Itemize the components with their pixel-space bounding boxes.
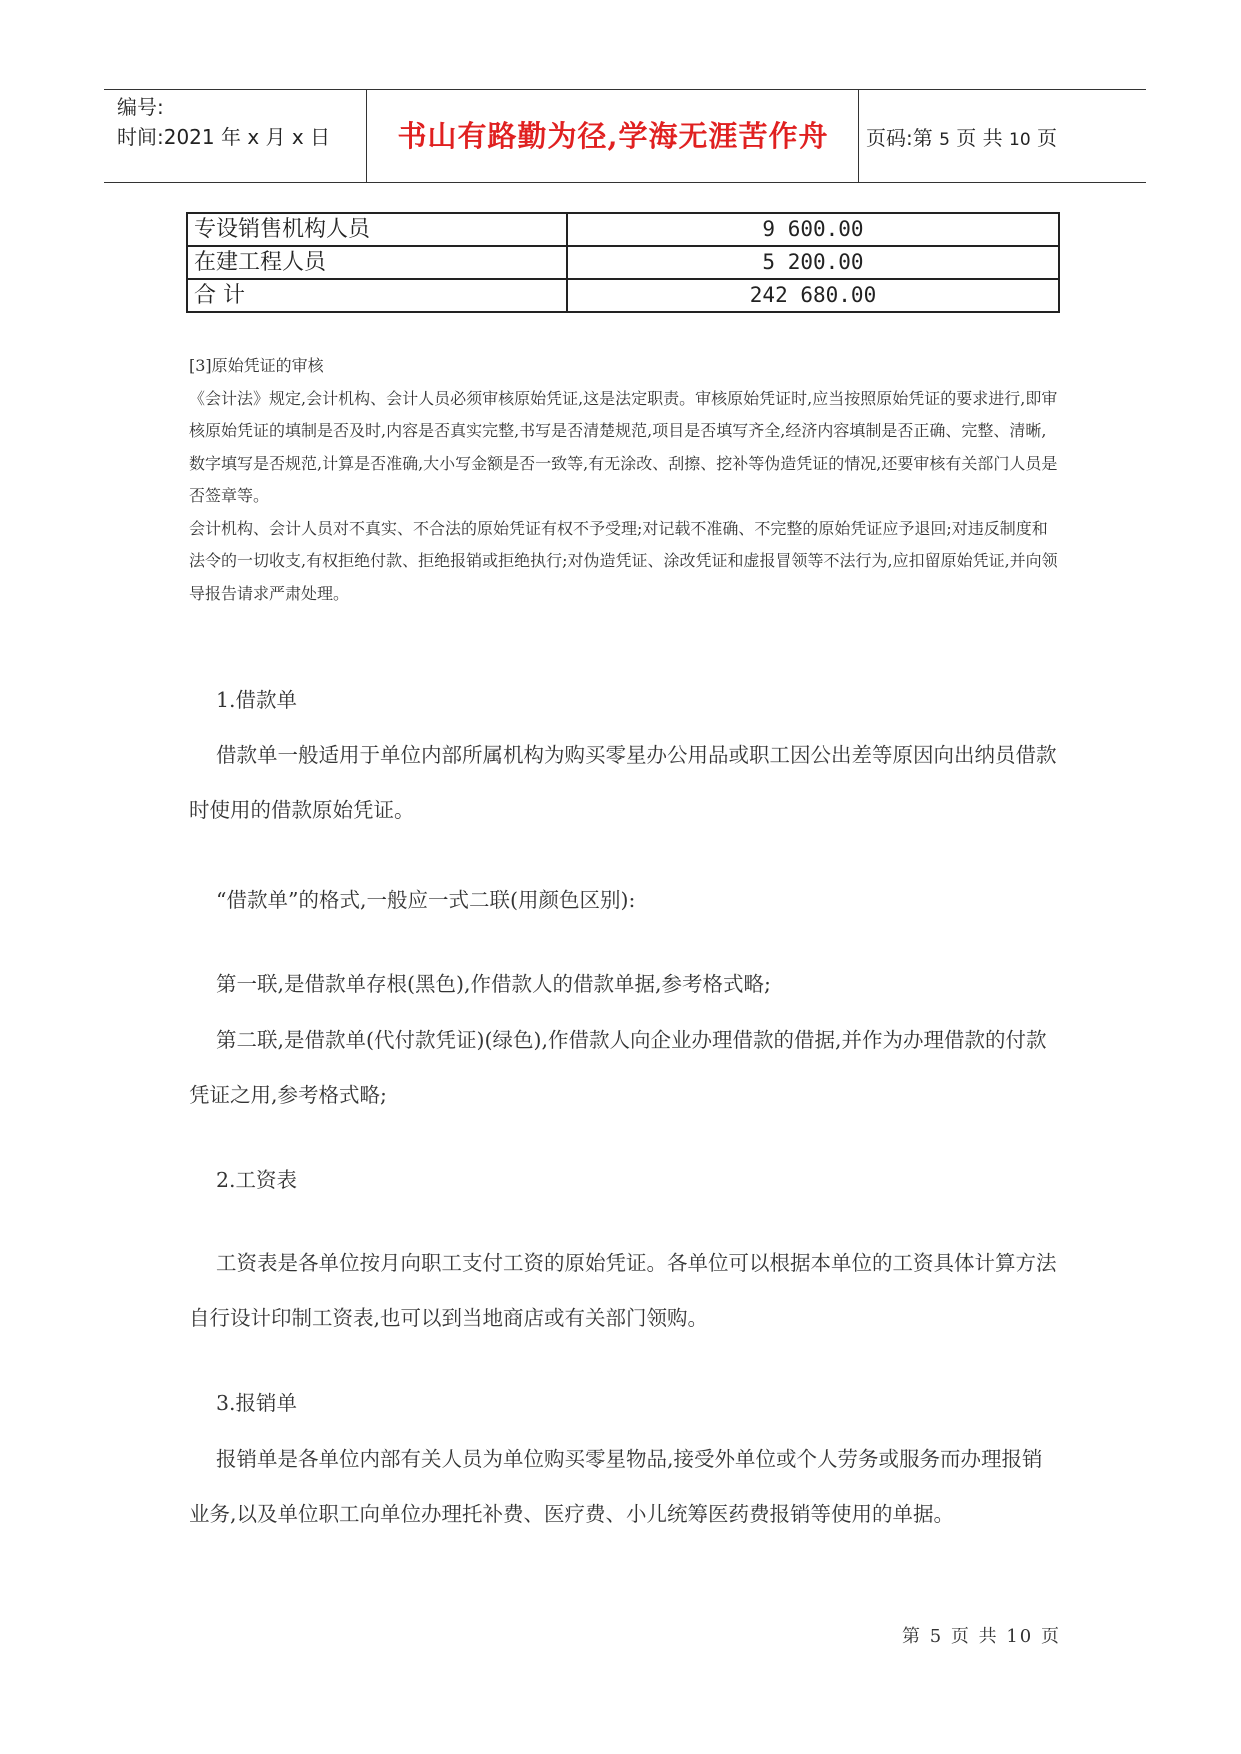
- header-divider-left: [366, 90, 367, 182]
- review-paragraph-1: 《会计法》规定,会计机构、会计人员必须审核原始凭证,这是法定职责。审核原始凭证时,应当按照原始凭证的要求进行,即审核原始凭证的填制是否及时,内容是否真实完整,书写是否清楚规范,项目是否填写齐全,经济内容填制是否正确、完整、清晰,数字填写是否规范,计算是否准确,大小写金额是否一致等,有无涂改、刮擦、挖补等伪造凭证的情况,还要审核有关部门人员是否签章等。: [189, 388, 1058, 505]
- summary-table: [186, 212, 1060, 313]
- review-paragraph-2: 会计机构、会计人员对不真实、不合法的原始凭证有权不予受理;对记载不准确、不完整的原始凭证应予退回;对违反制度和法令的一切收支,有权拒绝付款、拒绝报销或拒绝执行;对伪造凭证、涂改凭证和虚报冒领等不法行为,应扣留原始凭证,并向领导报告请求严肃处理。: [189, 518, 1058, 603]
- row-value: 5 200.00: [567, 246, 1059, 279]
- row-label: 在建工程人员: [187, 246, 567, 279]
- page-prefix: 页码:第: [866, 126, 940, 150]
- header-meta: [117, 92, 330, 152]
- section-1-paragraph-1: 借款单一般适用于单位内部所属机构为购买零星办公用品或职工因公出差等原因向出纳员借款时使用的借款原始凭证。: [189, 743, 1057, 822]
- page-mid: 页 共: [949, 126, 1010, 150]
- review-heading: [3]原始凭证的审核: [189, 356, 324, 375]
- section-1-paragraph-4: 第二联,是借款单(代付款凭证)(绿色),作借款人向企业办理借款的借据,并作为办理借款的付款凭证之用,参考格式略;: [189, 1028, 1047, 1107]
- number-label: 编号:: [117, 95, 164, 119]
- section-1-title: 1.借款单: [216, 688, 298, 712]
- page-footer: 第 5 页 共 10 页: [902, 1626, 1061, 1647]
- row-label: 专设销售机构人员: [187, 213, 567, 246]
- page-total: 10: [1009, 130, 1031, 150]
- section-3-title: 3.报销单: [216, 1391, 298, 1415]
- table-row: [187, 213, 1059, 246]
- header-bottom-rule: [104, 182, 1146, 183]
- section-2-paragraph-1: 工资表是各单位按月向职工支付工资的原始凭证。各单位可以根据本单位的工资具体计算方法自行设计印制工资表,也可以到当地商店或有关部门领购。: [189, 1251, 1057, 1330]
- section-2-title: 2.工资表: [216, 1168, 298, 1192]
- row-label: 合 计: [187, 279, 567, 312]
- row-value: 9 600.00: [567, 213, 1059, 246]
- table-row: [187, 246, 1059, 279]
- header-motto: 书山有路勤为径,学海无涯苦作舟: [397, 119, 829, 153]
- section-3-paragraph-1: 报销单是各单位内部有关人员为单位购买零星物品,接受外单位或个人劳务或服务而办理报销业务,以及单位职工向单位办理托补费、医疗费、小儿统筹医药费报销等使用的单据。: [189, 1447, 1043, 1526]
- page-number: 5: [939, 130, 950, 150]
- header-page-indicator: [866, 122, 1057, 151]
- review-block: [189, 350, 1059, 610]
- header-divider-right: [858, 90, 859, 182]
- time-label: 时间:2021 年 x 月 x 日: [117, 125, 331, 149]
- header-top-rule: [104, 89, 1146, 90]
- row-value: 242 680.00: [567, 279, 1059, 312]
- section-1-paragraph-3: 第一联,是借款单存根(黑色),作借款人的借款单据,参考格式略;: [216, 972, 771, 996]
- table-row-total: [187, 279, 1059, 312]
- section-1-paragraph-2: “借款单”的格式,一般应一式二联(用颜色区别):: [216, 888, 636, 912]
- page-suffix: 页: [1030, 126, 1058, 150]
